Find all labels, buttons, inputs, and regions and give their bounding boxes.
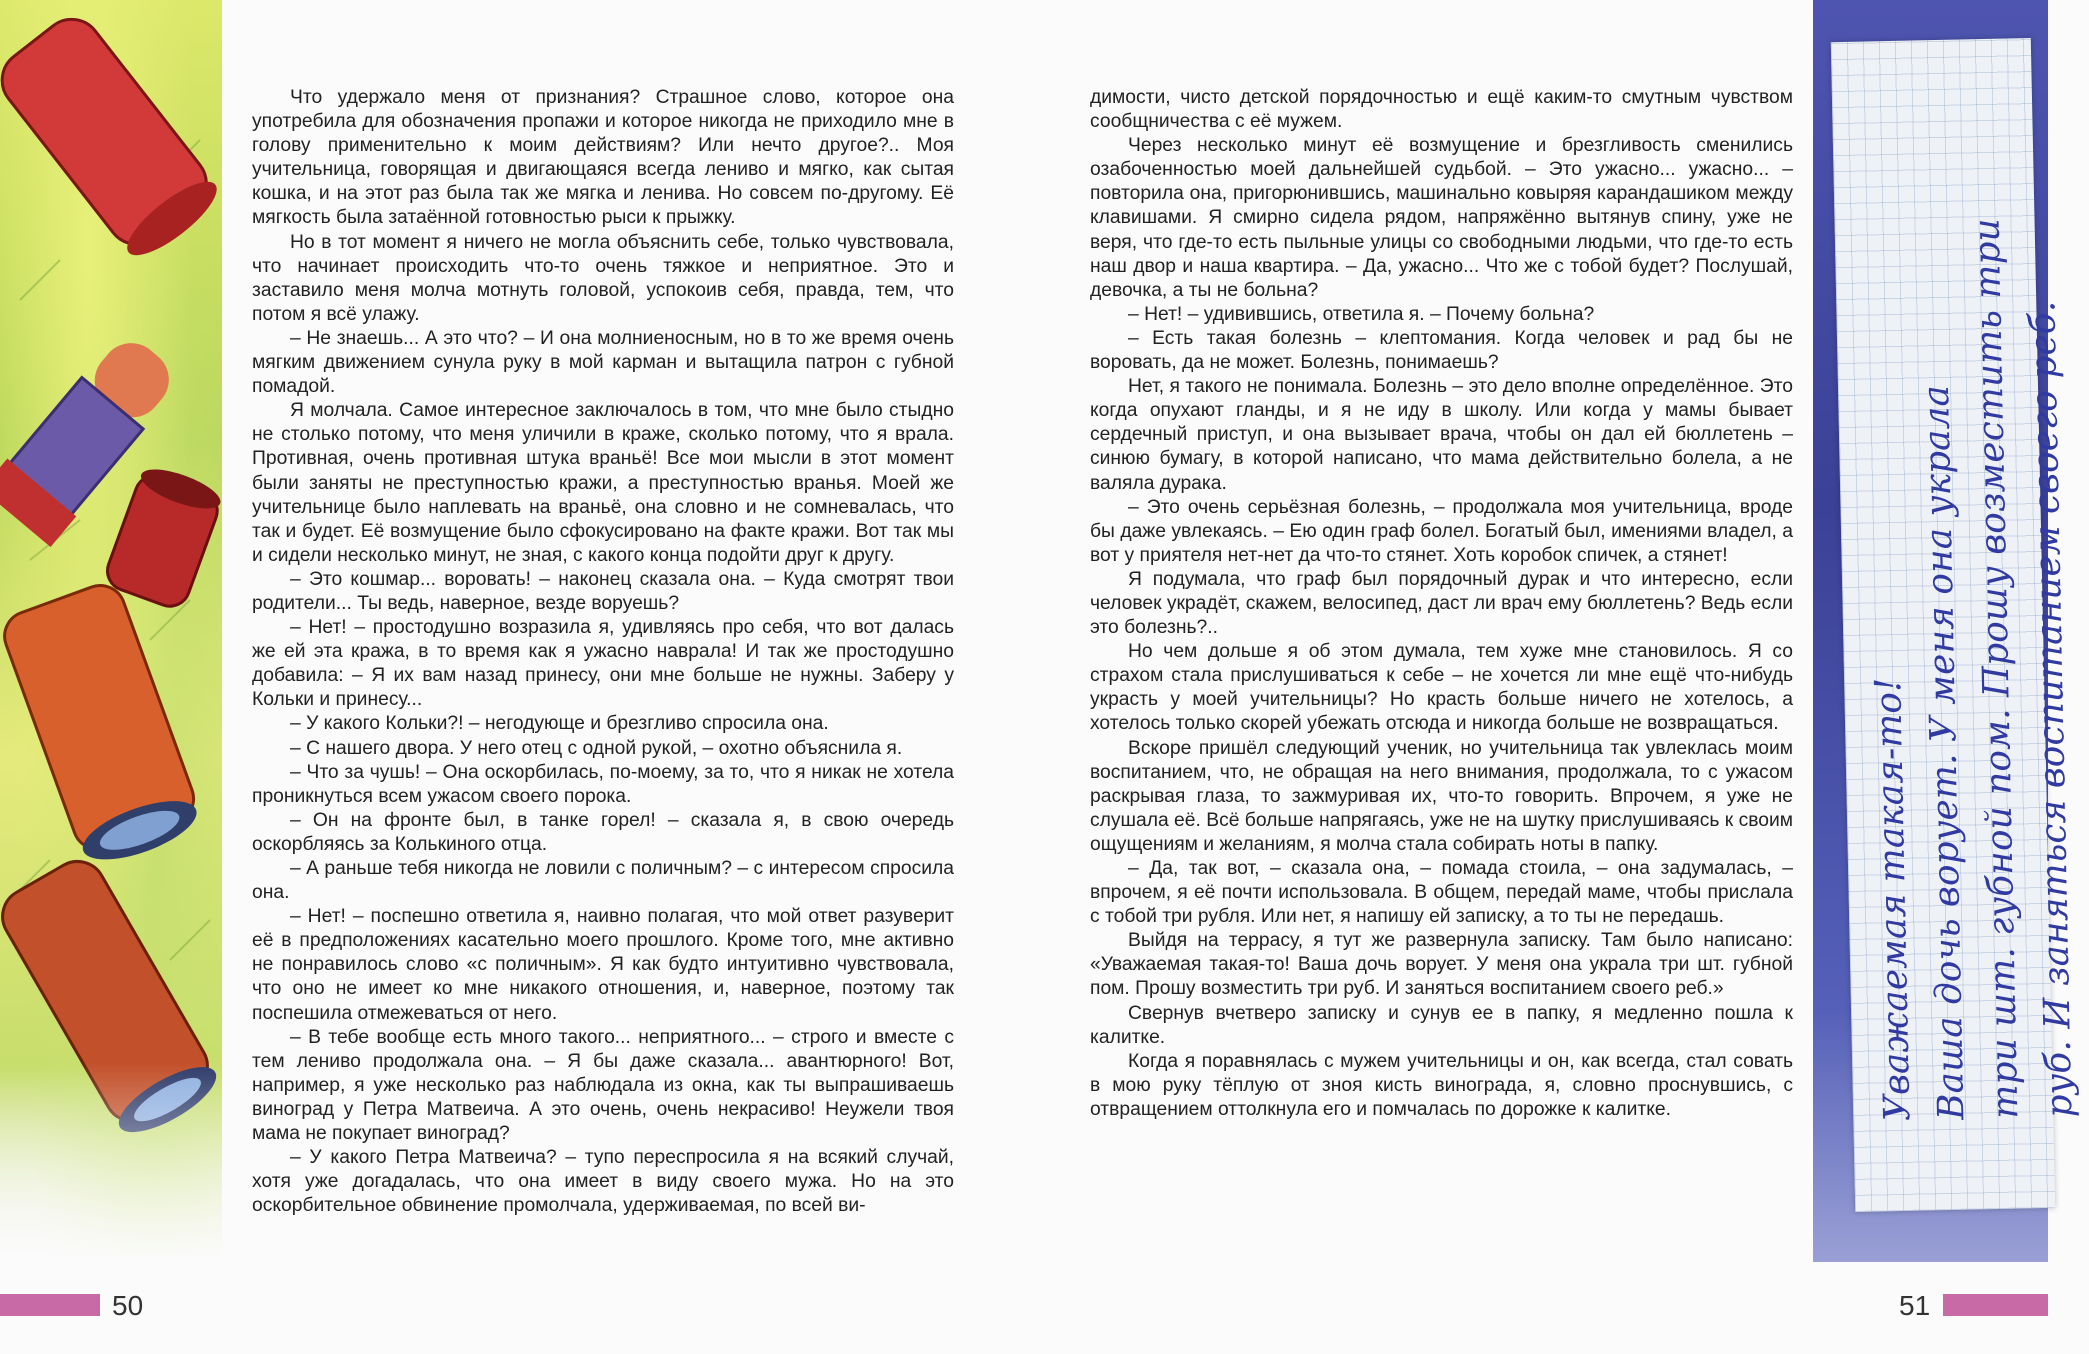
lipstick-illustration [0,0,222,1262]
page-number-right: 51 [1899,1290,1931,1321]
note-line: три шт. губной пом. Прошу возместить три [1966,217,2027,1120]
paragraph: – Не знаешь... А это что? – И она молниеносным, но в то же время очень мягким движением сунула руку в мой карман и вытащила патрон с губной помадой. [252,327,954,398]
paragraph: – Это кошмар... воровать! – наконец сказала она. – Куда смотрят твои родители... Ты ведь, наверное, везде воруешь? [252,568,954,614]
note-line: руб. И заняться воспитанием своего реб. [2022,300,2081,1119]
paragraph: – Что за чушь! – Она оскорбилась, по-моему, за то, что я никак не хотела проникнуться всем ужасом своего порока. [252,761,954,807]
paragraph: Но в тот момент я ничего не могла объяснить себе, только чувствовала, что начинает происходить что-то очень тяжкое и неприятное. Это и заставило меня молча мотнуть головой, успокоив себя, правда, тем, что потом я всё улажу. [252,231,954,325]
paragraph: – Нет! – удивившись, ответила я. – Почему больна? [1128,303,1595,325]
paragraph: Что удержало меня от признания? Страшное слово, которое она употребила для обозначения пропажи и которое никогда не приходило мне в голову применительно к моим действиям? Или нечто другое?.. Моя учительница, говорящая и двигающаяся всегда лениво и мягко, как сытая кошка, и на этот раз была так же мягка и ленива. Но совсем по-другому. Её мягкость была затаённой готовностью рыси к прыжку. [252,87,954,229]
paragraph: димости, чисто детской порядочностью и ещё каким-то смутным чувством сообщничества с её мужем. [1090,87,1793,133]
paragraph: Через несколько минут её возмущение и брезгливость сменились озабоченностью моей дальнейшей судьбой. – Это ужасно... ужасно... – повторила она, пригорюнившись, машинально ковыряя карандашиком между клавишами. Я смирно сидела рядом, напряжённо вытянув спину, уже не веря, что где-то есть пыльные улицы со свободными людьми, что где-то есть наш двор и наша квартира. – Да, ужасно... Что же с тобой будет? Послушай, девочка, а ты не больна? [1090,135,1793,301]
paragraph: Выйдя на террасу, я тут же развернула записку. Там было написано: «Уважаемая такая-то! Ваша дочь ворует. У меня она украла три шт. губной пом. Прошу возместить три руб. И заняться воспитанием своего реб.» [1090,930,1793,1000]
note-line: Ваша дочь ворует. У меня она украла [1915,384,1973,1121]
paragraph: – Нет! – простодушно возразила я, удивляясь про себя, что вот далась же ей эта кража, в то время как я ужасно наврала! И так же простодушно добавила: – Я их вам назад принесу, они мне больше не нужны. Заберу у Кольки и принесу... [252,617,954,711]
page-bar-right [1943,1294,2048,1316]
page-bar-left [0,1294,100,1316]
paragraph: – У какого Петра Матвеича? – тупо переспросила я на всякий случай, хотя уже догадалась, что она имеет в виду своего мужа. Но на это оскорбительное обвинение промолчала, удерживаемая, по всей ви- [252,1147,954,1217]
paragraph: – Это очень серьёзная болезнь, – продолжала моя учительница, вроде бы даже увлекаясь. – Ею один граф болел. Богатый был, имениями владел, а вот у приятеля нет-нет да что-то стянет. Хоть коробок спичек, а стянет! [1090,496,1793,566]
paragraph: Нет, я такого не понимала. Болезнь – это дело вполне определённое. Это когда опухают гланды, и я не иду в школу. Или когда у мамы бывает сердечный приступ, и она вызывает врача, чтобы он дал ей бюллетень – синюю бумагу, в которой написано, что мама действительно болела, а не валяла дурака. [1090,376,1793,494]
paragraph: Когда я поравнялась с мужем учительницы и он, как всегда, стал совать в мою руку тёплую от зноя кисть винограда, я, словно проснувшись, с отвращением оттолкнула его и помчалась по дорожке к калитке. [1090,1050,1793,1120]
right-page-text [1090,86,1793,1122]
paragraph: Но чем дольше я об этом думала, тем хуже мне становилось. Я со страхом стала прислушиваться к себе – не хочется ли мне ещё что-нибудь украсть у моей учительницы? Но красть больше ничего не хотелось, а хотелось только скорей убежать отсюда и никогда больше не возвращаться. [1090,641,1793,735]
handwritten-note [1848,17,2087,1121]
note-line: Уважаемая такая-то! [1868,677,1919,1122]
note-paper [1831,38,2081,1212]
paragraph: Свернув вчетверо записку и сунув ее в папку, я медленно пошла к калитке. [1090,1002,1793,1048]
paragraph: – У какого Кольки?! – негодующе и брезгливо спросила она. [290,713,829,735]
paragraph: – Да, так вот, – сказала она, – помада стоила, – она задумалась, – впрочем, я её почти использовала. В общем, передай маме, чтобы прислала с тобой три рубля. Или нет, я напишу ей записку, а то ты не передашь. [1090,858,1793,928]
paragraph: – Он на фронте был, в танке горел! – сказала я, в свою очередь оскорбляясь за Колькиного отца. [252,809,954,855]
paragraph: – Нет! – поспешно ответила я, наивно полагая, что мой ответ разуверит её в предположениях касательно моего прошлого. Кроме того, мне активно не понравилось слово «с поличным». Я как будто интуитивно чувствовала, что оно не имеет ко мне никакого отношения, и, наверное, поэтому так поспешила отмежеваться от него. [252,906,954,1024]
paragraph: – А раньше тебя никогда не ловили с поличным? – с интересом спросила она. [252,858,954,904]
note-illustration [1813,0,2081,1262]
paragraph: Я подумала, что граф был порядочный дурак и что интересно, если человек украдёт, скажем, велосипед, даст ли врач ему бюллетень? Ведь если это болезнь?.. [1090,568,1794,639]
paragraph: – С нашего двора. У него отец с одной рукой, – охотно объяснила я. [290,737,903,759]
left-page-text [252,86,954,1218]
paragraph: – В тебе вообще есть много такого... неприятного... – строго и вместе с тем лениво продолжала она. – Я бы даже сказала... авантюрного! Вот, например, я уже несколько раз наблюдала из окна, как ты выпрашиваешь виноград у Петра Матвеича. А это очень, очень некрасиво! Неужели твоя мама не покупает виноград? [252,1026,954,1145]
page-number-left: 50 [112,1290,144,1321]
paragraph: Я молчала. Самое интересное заключалось в том, что мне было стыдно не столько потому, что меня уличили в краже, сколько потому, что я врала. Противная, очень противная штука враньё! Все мои мысли в этот момент были заняты не преступностью кражи, а преступностью вранья. Моей же учительнице было наплевать на враньё, она словно и не сомневалась, что так и будет. Её возмущение было сфокусировано на факте кражи. Вот так мы и сидели несколько минут, не зная, с какого конца подойти друг к другу. [252,400,954,566]
paragraph: – Есть такая болезнь – клептомания. Когда человек и рад бы не воровать, да не может. Болезнь, понимаешь? [1090,327,1793,374]
paragraph: Вскоре пришёл следующий ученик, но учительница так увлеклась моим воспитанием, что, не обращая на него внимания, продолжала, то с ужасом раскрывая глаза, то зажмуривая их, что-то говорить. Впрочем, я уже не слушала её. Всё больше напрягаясь, уже не на шутку прислушиваясь к своим ощущениям и желаниям, я молча стала собирать ноты в папку. [1090,737,1793,855]
